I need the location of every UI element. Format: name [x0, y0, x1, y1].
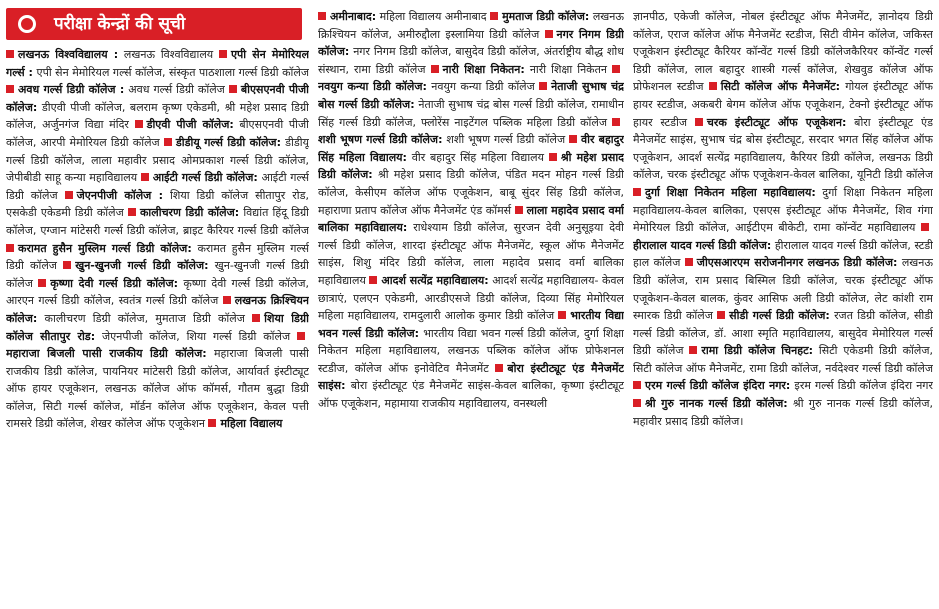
red-square-bullet-icon [515, 206, 523, 214]
red-square-bullet-icon [135, 120, 143, 128]
column-2 [318, 8, 624, 604]
red-square-bullet-icon [612, 65, 620, 73]
assigned-colleges: ज्ञानपीठ, एकेजी कॉलेज, नोबल इंस्टीट्यूट ऑफ मैनेजमेंट, ज्ञानोदय डिग्री कॉलेज, एराज कॉलेज ऑफ मैनेजमेंट स्टडीज, सिटी वीमेन कॉलेज, जकिस्त एजूकेशन इंस्टीट्यूट कैरियर कॉन्वेंट गर्ल्स डिग्री कॉलेजकैरियर कॉन्वेंट गर्ल्स डिग्री कॉलेज, लाल बहादुर शास्त्री गर्ल्स कॉलेज, शेखवुड कॉलेज ऑफ प्रोफेशनल स्टडीज [633, 10, 933, 94]
assigned-colleges: वीर बहादुर सिंह महिला विद्यालय [411, 150, 545, 164]
assigned-colleges: बीएसएनवी पीजी कॉलेज, आरपी मेमोरियल डिग्री कॉलेज [6, 118, 309, 149]
red-square-bullet-icon [369, 276, 377, 284]
assigned-colleges: करामत हुसैन मुस्लिम गर्ल्स डिग्री कॉलेज [6, 241, 309, 273]
red-square-bullet-icon [633, 188, 641, 196]
center-entry [633, 397, 933, 428]
center-name: जेएनपीजी कॉलेज : [76, 188, 164, 202]
center-entry [633, 379, 933, 392]
center-entry [208, 417, 282, 430]
red-square-bullet-icon [208, 419, 216, 427]
red-square-bullet-icon [717, 311, 725, 319]
red-square-bullet-icon [164, 138, 172, 146]
center-name: नवयुग कन्या डिग्री कॉलेज: [318, 80, 427, 94]
center-entry [633, 186, 933, 234]
center-name: सीडी गर्ल्स डिग्री कॉलेज: [729, 309, 830, 323]
center-name: एपी सेन मेमोरियल गर्ल्स : [6, 48, 309, 79]
center-name: महिला विद्यालय [220, 417, 283, 431]
red-square-bullet-icon [431, 65, 439, 73]
assigned-colleges: श्री गुरु नानक गर्ल्स डिग्री कॉलेज, महावीर प्रसाद डिग्री कॉलेज। [633, 397, 933, 428]
center-name: सिटी कॉलेज ऑफ मैनेजमेंट: [720, 80, 841, 94]
assigned-colleges: लखनऊ क्रिश्चियन कॉलेज, अमीरुद्दौला इस्लामिया डिग्री कॉलेज [318, 10, 624, 41]
assigned-colleges: रजत डिग्री कॉलेज, सीडी गर्ल्स डिग्री कॉलेज, डॉ. आशा स्मृति महाविद्यालय, बासुदेव मेमोरियल गर्ल्स डिग्री कॉलेज [633, 309, 933, 358]
column-3 [633, 8, 933, 604]
red-square-bullet-icon [633, 381, 641, 389]
center-name: शिया डिग्री कॉलेज सीतापुर रोड: [6, 311, 309, 343]
center-name: अमीनाबाद: [330, 10, 377, 23]
column-1 [6, 46, 309, 602]
red-square-bullet-icon [141, 173, 149, 181]
assigned-colleges: बोरा इंस्टीट्यूट एंड मैनेजमेंट साइंस-केवल बालिका, कृष्णा इंस्टीट्यूट ऑफ एजूकेशन, महामाया राजकीय महाविद्यालय, वनस्थली [318, 379, 624, 411]
center-name: कृष्णा देवी गर्ल्स डिग्री कॉलेज: [50, 276, 179, 290]
center-name: दुर्गा शिक्षा निकेतन महिला महाविद्यालय: [645, 185, 816, 199]
center-name: एरम गर्ल्स डिग्री कॉलेज इंदिरा नगर: [645, 379, 791, 393]
assigned-colleges: आईटी गर्ल्स डिग्री कॉलेज [6, 171, 309, 202]
center-name: लखनऊ विश्वविद्यालय : [18, 48, 119, 61]
assigned-colleges: दुर्गा शिक्षा निकेतन महिला महाविद्यालय-केवल बालिका, एसएस इंस्टीट्यूट ऑफ मैनेजमेंट, शिव गंगा मेमोरियल डिग्री कॉलेज, आईटीएम बीकेटी, रामा कॉन्वेंट महाविद्यालय [633, 185, 933, 235]
center-name: श्री महेश प्रसाद डिग्री कॉलेज: [318, 150, 624, 182]
assigned-colleges: आदर्श सत्येंद्र महाविद्यालय- केवल छात्राएं, एलएन एकेडमी, आरडीएसजे डिग्री कॉलेज, दिव्या सिंह मेमोरियल महिला महाविद्यालय, रामदुलारी आलोक कुमार डिग्री कॉलेज [318, 273, 624, 323]
center-name: डीएवी पीजी कॉलेज: [146, 118, 234, 132]
title-text: परीक्षा केन्द्रों की सूची [54, 14, 186, 34]
assigned-colleges: इरम गर्ल्स डिग्री कॉलेज इंदिरा नगर [794, 379, 933, 393]
red-square-bullet-icon [229, 85, 237, 93]
center-entry [6, 83, 229, 96]
assigned-colleges: कृष्णा देवी गर्ल्स डिग्री कॉलेज, आरएन गर्ल्स डिग्री कॉलेज, स्वतंत्र गर्ल्स डिग्री कॉलेज [6, 276, 309, 308]
red-square-bullet-icon [63, 261, 71, 269]
center-name: अवध गर्ल्स डिग्री कॉलेज : [18, 83, 125, 97]
center-name: बोरा इंस्टीट्यूट एंड मैनेजमेंट साइंस: [318, 361, 624, 393]
red-square-bullet-icon [709, 82, 717, 90]
assigned-colleges: हीरालाल यादव गर्ल्स डिग्री कॉलेज, स्टडी हाल कॉलेज [633, 238, 933, 270]
red-square-bullet-icon [689, 346, 697, 354]
center-name: लाला महादेव प्रसाद वर्मा बालिका महाविद्यालय: [318, 203, 624, 235]
center-entry [6, 330, 309, 431]
center-name: करामत हुसैन मुस्लिम गर्ल्स डिग्री कॉलेज: [18, 241, 192, 255]
assigned-colleges: अवध गर्ल्स डिग्री कॉलेज [128, 83, 225, 97]
red-square-bullet-icon [685, 258, 693, 266]
center-name: लखनऊ क्रिश्चियन कॉलेज: [6, 294, 309, 325]
center-name: नारी शिक्षा निकेतन: [442, 62, 525, 76]
section-title [6, 8, 302, 40]
center-entry [431, 63, 613, 76]
red-square-bullet-icon [65, 191, 73, 199]
red-square-bullet-icon [633, 399, 641, 407]
assigned-colleges: सिटी एकेडमी डिग्री कॉलेज, सिटी कॉलेज ऑफ मैनेजमेंट, रामा डिग्री कॉलेज, नर्वदेश्वर गर्ल्स डिग्री कॉलेज [633, 344, 933, 375]
center-name: आदर्श सत्येंद्र महाविद्यालय: [381, 273, 489, 287]
assigned-colleges: महाराजा बिजली पासी राजकीय डिग्री कॉलेज, पायनियर मांटेसरी डिग्री कॉलेज, आर्यावर्त इंस्टीट्यूट ऑफ हायर एजूकेशन, लखनऊ कॉलेज ऑफ कॉमर्स, गौतम बुद्धा डिग्री कॉलेज, सिटी गर्ल्स कॉलेज, मॉर्डन कॉलेज ऑफ एजूकेशन, केवल पत्ती रामसरे डिग्री कॉलेज, शेखर कॉलेज ऑफ एजूकेशन [6, 347, 309, 431]
red-square-bullet-icon [569, 135, 577, 143]
assigned-colleges: लखनऊ विश्वविद्यालय [123, 48, 214, 61]
assigned-colleges: डीडीयू गर्ल्स डिग्री कॉलेज, लाला महावीर प्रसाद ओमप्रकाश गर्ल्स डिग्री कॉलेज, जेपीबीडी साहू कन्या महाविद्यालय [6, 135, 309, 185]
red-square-bullet-icon [6, 50, 14, 58]
red-square-bullet-icon [6, 85, 14, 93]
assigned-colleges: शिया डिग्री कॉलेज सीतापुर रोड, एसकेडी एकेडमी डिग्री कॉलेज [6, 188, 309, 220]
red-square-bullet-icon [695, 118, 703, 126]
center-name: आईटी गर्ल्स डिग्री कॉलेज: [152, 171, 258, 185]
red-square-bullet-icon [612, 118, 620, 126]
red-square-bullet-icon [219, 50, 227, 58]
center-name: वीर बहादुर सिंह महिला विद्यालय: [318, 133, 624, 164]
center-name: हीरालाल यादव गर्ल्स डिग्री कॉलेज: [633, 238, 772, 252]
center-name: मुमताज डिग्री कॉलेज: [502, 10, 590, 23]
assigned-colleges: श्री महेश प्रसाद डिग्री कॉलेज, पंडित मदन मोहन गर्ल्स डिग्री कॉलेज, केसीएम कॉलेज ऑफ एजूकेशन, बाबू सुंदर सिंह डिग्री कॉलेज, महाराणा प्रताप कॉलेज ऑफ मैनेजमेंट एंड कॉमर्स [318, 168, 624, 217]
assigned-colleges: राधेश्याम डिग्री कॉलेज, सुरजन देवी अनुसूइया देवी गर्ल्स डिग्री कॉलेज, शारदा इंस्टीट्यूट ऑफ मैनेजमेंट, स्कूल ऑफ मैनेजमेंट साइंस, शिशु मंदिर डिग्री कॉलेज, लाला महादेव प्रसाद वर्मा बालिका महाविद्यालय [318, 221, 624, 287]
center-name: श्री गुरु नानक गर्ल्स डिग्री कॉलेज: [645, 397, 788, 411]
assigned-colleges: नगर निगम डिग्री कॉलेज, बासुदेव डिग्री कॉलेज, अंतर्राष्ट्रीय बौद्ध शोध संस्थान, रामा डिग्री कॉलेज [318, 45, 624, 76]
center-entry [6, 48, 219, 61]
red-square-bullet-icon [549, 153, 557, 161]
red-square-bullet-icon [539, 82, 547, 90]
center-name: महाराजा बिजली पासी राजकीय डिग्री कॉलेज: [6, 347, 207, 361]
red-square-bullet-icon [495, 364, 503, 372]
center-name: नेताजी सुभाष चंद्र बोस गर्ल्स डिग्री कॉलेज: [318, 80, 624, 111]
red-square-bullet-icon [921, 223, 929, 231]
red-square-bullet-icon [297, 332, 305, 340]
assigned-colleges: कालीचरण डिग्री कॉलेज, मुमताज डिग्री कॉलेज [44, 311, 245, 325]
assigned-colleges: नारी शिक्षा निकेतन [529, 62, 608, 76]
center-entry [318, 10, 490, 23]
red-square-bullet-icon [223, 296, 231, 304]
assigned-colleges: नेताजी सुभाष चंद्र बोस गर्ल्स डिग्री कॉलेज, रामाधीन सिंह गर्ल्स डिग्री कॉलेज, फ्लोरेंस नाइटेंगल पब्लिक महिला डिग्री कॉलेज [318, 97, 624, 129]
red-square-bullet-icon [490, 12, 498, 20]
assigned-colleges: बोरा इंस्टीट्यूट एंड मैनेजमेंट साइंस, सुभाष चंद्र बोस इंस्टीट्यूट, सरदार भगत सिंह कॉलेज ऑफ एजूकेशन, आदर्श सत्येंद्र महाविद्यालय, कैरियर डिग्री कॉलेज, लखनऊ डिग्री कॉलेज, चरक इंस्टीट्यूट ऑफ एजूकेशन-केवल बालिका, यूनिटी डिग्री कॉलेज [633, 115, 933, 182]
assigned-colleges: डीएवी पीजी कॉलेज, बलराम कृष्ण एकेडमी, श्री महेश प्रसाद डिग्री कॉलेज, अर्जुनगंज विद्या मंदिर [6, 100, 309, 132]
center-name: शशी भूषण गर्ल्स डिग्री कॉलेज: [318, 133, 443, 147]
center-name: भारतीय विद्या भवन गर्ल्स डिग्री कॉलेज: [318, 309, 624, 340]
red-square-bullet-icon [128, 208, 136, 216]
center-name: कालीचरण डिग्री कॉलेज: [139, 206, 240, 220]
assigned-colleges: जेएनपीजी कॉलेज, शिया गर्ल्स डिग्री कॉलेज [101, 329, 291, 343]
center-name: नगर निगम डिग्री कॉलेज: [318, 27, 624, 59]
assigned-colleges: महिला विद्यालय अमीनाबाद [379, 10, 487, 23]
center-name: जीएसआरएम सरोजनीनगर लखनऊ डिग्री कॉलेज: [696, 256, 898, 270]
center-name: खुन-खुनजी गर्ल्स डिग्री कॉलेज: [75, 259, 209, 273]
red-square-bullet-icon [545, 30, 553, 38]
red-square-bullet-icon [38, 279, 46, 287]
assigned-colleges: लखनऊ डिग्री कॉलेज, राम प्रसाद बिस्मिल डिग्री कॉलेज, चरक इंस्टीट्यूट ऑफ एजूकेशन-केवल बालक, कुंवर आसिफ अली डिग्री कॉलेज, लेट कांशी राम स्मारक डिग्री कॉलेज [633, 256, 933, 323]
assigned-colleges: शशी भूषण गर्ल्स डिग्री कॉलेज [446, 133, 566, 147]
assigned-colleges: भारतीय विद्या भवन गर्ल्स डिग्री कॉलेज, दुर्गा शिक्षा निकेतन महिला महाविद्यालय, लखनऊ पब्लिक कॉलेज ऑफ प्रोफेशनल स्टडीज, कॉलेज ऑफ इनोवेटिव मैनेजमेंट [318, 326, 624, 375]
assigned-colleges: खुन-खुनजी गर्ल्स डिग्री कॉलेज [6, 259, 309, 290]
red-square-bullet-icon [558, 311, 566, 319]
assigned-colleges: एपी सेन मेमोरियल गर्ल्स कॉलेज, संस्कृत पाठशाला गर्ल्स डिग्री कॉलेज [36, 65, 309, 79]
red-square-bullet-icon [6, 244, 14, 252]
assigned-colleges: नवयुग कन्या डिग्री कॉलेज [431, 80, 535, 94]
red-square-bullet-icon [252, 314, 260, 322]
assigned-colleges: विद्यांत हिंदू डिग्री कॉलेज, एग्जान मांटेसरी गर्ल्स डिग्री कॉलेज, ब्राइट कैरियर गर्ल्स डिग्री कॉलेज [6, 206, 309, 237]
center-name: डीडीयू गर्ल्स डिग्री कॉलेज: [175, 135, 281, 149]
red-square-bullet-icon [318, 12, 326, 20]
assigned-colleges: गोयल इंस्टीट्यूट ऑफ हायर स्टडीज, अकबरी बेगम कॉलेज ऑफ एजूकेशन, टेक्नो इंस्टीट्यूट ऑफ हायर स्टडीज [633, 80, 933, 129]
center-name: चरक इंस्टीट्यूट ऑफ एजूकेशन: [706, 115, 847, 129]
center-name: बीएसएनवी पीजी कॉलेज: [6, 83, 309, 114]
title-bullet-icon [18, 15, 36, 33]
center-name: रामा डिग्री कॉलेज चिनहट: [701, 344, 814, 358]
